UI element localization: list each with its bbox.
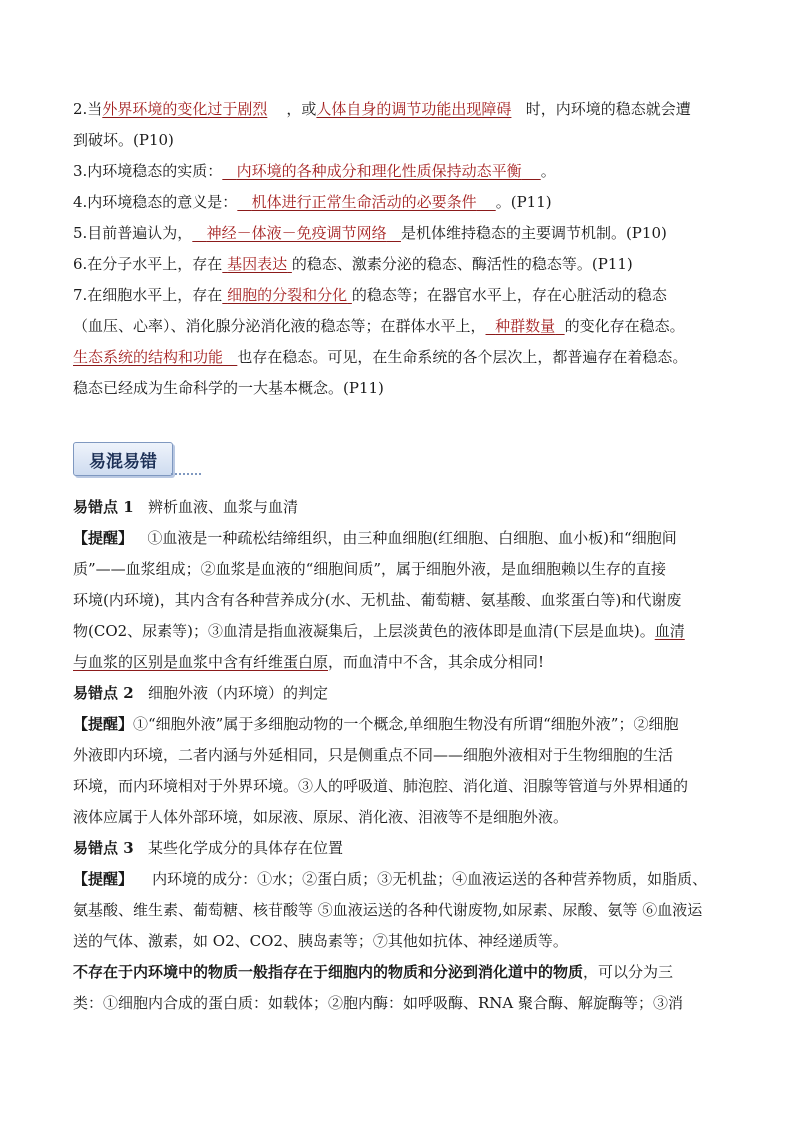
point-1-heading: 易错点 1 辨析血液、血浆与血清 bbox=[73, 498, 298, 516]
answer-blank: 人体自身的调节功能出现障碍 bbox=[316, 100, 512, 118]
answer-blank: 神经－体液－免疫调节网络 bbox=[206, 224, 387, 242]
error-points: 易错点 1 辨析血液、血浆与血清 【提醒】 ①血液是一种疏松结缔组织，由三种血细胞(红细胞、白细胞、血小板)和“细胞间 质”——血浆组成；②血浆是血液的“细胞间质”，属于细胞外液，是血细胞赖以生存的直接 环境(内环境)，其内含有各种营养成分(水、无机盐、葡萄糖、氨基酸、血浆蛋白等)和代谢废 物(CO2、尿素等)；③血清是指血液凝集后，上层淡黄色的液体即是血清(下层是血块)。血清 与血浆的区别是血浆中含有纤维蛋白原，而血清中不含，其余成分相同! 易错点 2 细胞外液（内环境）的判定 【提醒】①“细胞外液”属于多细胞动物的一个概念,单细胞生物没有所谓“细胞外液”；②细胞 外液即内环境，二者内涵与外延相同，只是侧重点不同——细胞外液相对于生物细胞的生活 环境，而内环境相对于外界环境。③人的呼吸道、肺泡腔、消化道、泪腺等管道与外界相通的 液体应属于人体外部环境，如尿液、原尿、消化液、泪液等不是细胞外液。 易错点 3 某些化学成分的具体存在位置 【提醒】 内环境的成分：①水；②蛋白质；③无机盐；④血液运送的各种营养物质，如脂质、 氨基酸、维生素、葡萄糖、核苷酸等 ⑤血液运送的各种代谢废物,如尿素、尿酸、氨等 ⑥血液运 送的气体、激素，如 O2、CO2、胰岛素等；⑦其他如抗体、神经递质等。 不存在于内环境中的物质一般指存在于细胞内的物质和分泌到消化道中的物质，可以分为三 类：①细胞内合成的蛋白质：如载体；②胞内酶：如呼吸酶、RNA 聚合酶、解旋酶等；③消 bbox=[73, 492, 743, 1019]
point-2-heading: 易错点 2 细胞外液（内环境）的判定 bbox=[73, 684, 328, 702]
reminder-label: 【提醒】 bbox=[73, 870, 134, 888]
item-2: 2.当外界环境的变化过于剧烈 ，或人体自身的调节功能出现障碍 时，内环境的稳态就会遭 bbox=[73, 100, 691, 118]
item-5: 5.目前普遍认为， 神经－体液－免疫调节网络 是机体维持稳态的主要调节机制。(P10) bbox=[73, 224, 667, 242]
item-4: 4.内环境稳态的意义是： 机体进行正常生命活动的必要条件 。(P11) bbox=[73, 193, 552, 211]
answer-blank: 基因表达 bbox=[227, 255, 288, 273]
answer-blank: 生态系统的结构和功能 bbox=[73, 348, 224, 366]
answer-blank: 内环境的各种成分和理化性质保持动态平衡 bbox=[236, 162, 522, 180]
answer-blank: 种群数量 bbox=[495, 317, 556, 335]
answer-blank: 细胞的分裂和分化 bbox=[227, 286, 348, 304]
item-6: 6.在分子水平上，存在 基因表达 的稳态、激素分泌的稳态、酶活性的稳态等。(P11) bbox=[73, 255, 633, 273]
section-tag-decoration bbox=[171, 466, 201, 475]
reminder-label: 【提醒】 bbox=[73, 715, 134, 733]
answer-blank: 外界环境的变化过于剧烈 bbox=[102, 100, 268, 118]
answer-blank: 机体进行正常生命活动的必要条件 bbox=[251, 193, 477, 211]
item-3: 3.内环境稳态的实质： 内环境的各种成分和理化性质保持动态平衡 。 bbox=[73, 162, 556, 180]
point-3-heading: 易错点 3 某些化学成分的具体存在位置 bbox=[73, 839, 343, 857]
section-tag: 易混易错 bbox=[73, 442, 173, 476]
item-7: 7.在细胞水平上，存在 细胞的分裂和分化 的稳态等；在器官水平上，存在心脏活动的稳态 bbox=[73, 286, 667, 304]
reminder-label: 【提醒】 bbox=[73, 529, 134, 547]
review-items: 2.当外界环境的变化过于剧烈 ，或人体自身的调节功能出现障碍 时，内环境的稳态就会遭 到破坏。(P10) 3.内环境稳态的实质： 内环境的各种成分和理化性质保持动态平衡 。 4.内环境稳态的意义是： 机体进行正常生命活动的必要条件 。(P11) 5.目前普遍认为， 神经－体液－免疫调节网络 是机体维持稳态的主要调节机制。(P10) 6.在分子水平上，存在 基因表达 的稳态、激素分泌的稳态、酶活性的稳态等。(P11) 7.在细胞水平上，存在 细胞的分裂和分化 的稳态等；在器官水平上，存在心脏活动的稳态 （血压、心率）、消化腺分泌消化液的稳态等；在群体水平上， 种群数量 的变化存在稳态。 生态系统的结构和功能 也存在稳态。可见，在生命系统的各个层次上，都普遍存在着稳态。 稳态已经成为生命科学的一大基本概念。(P11) bbox=[73, 94, 743, 404]
